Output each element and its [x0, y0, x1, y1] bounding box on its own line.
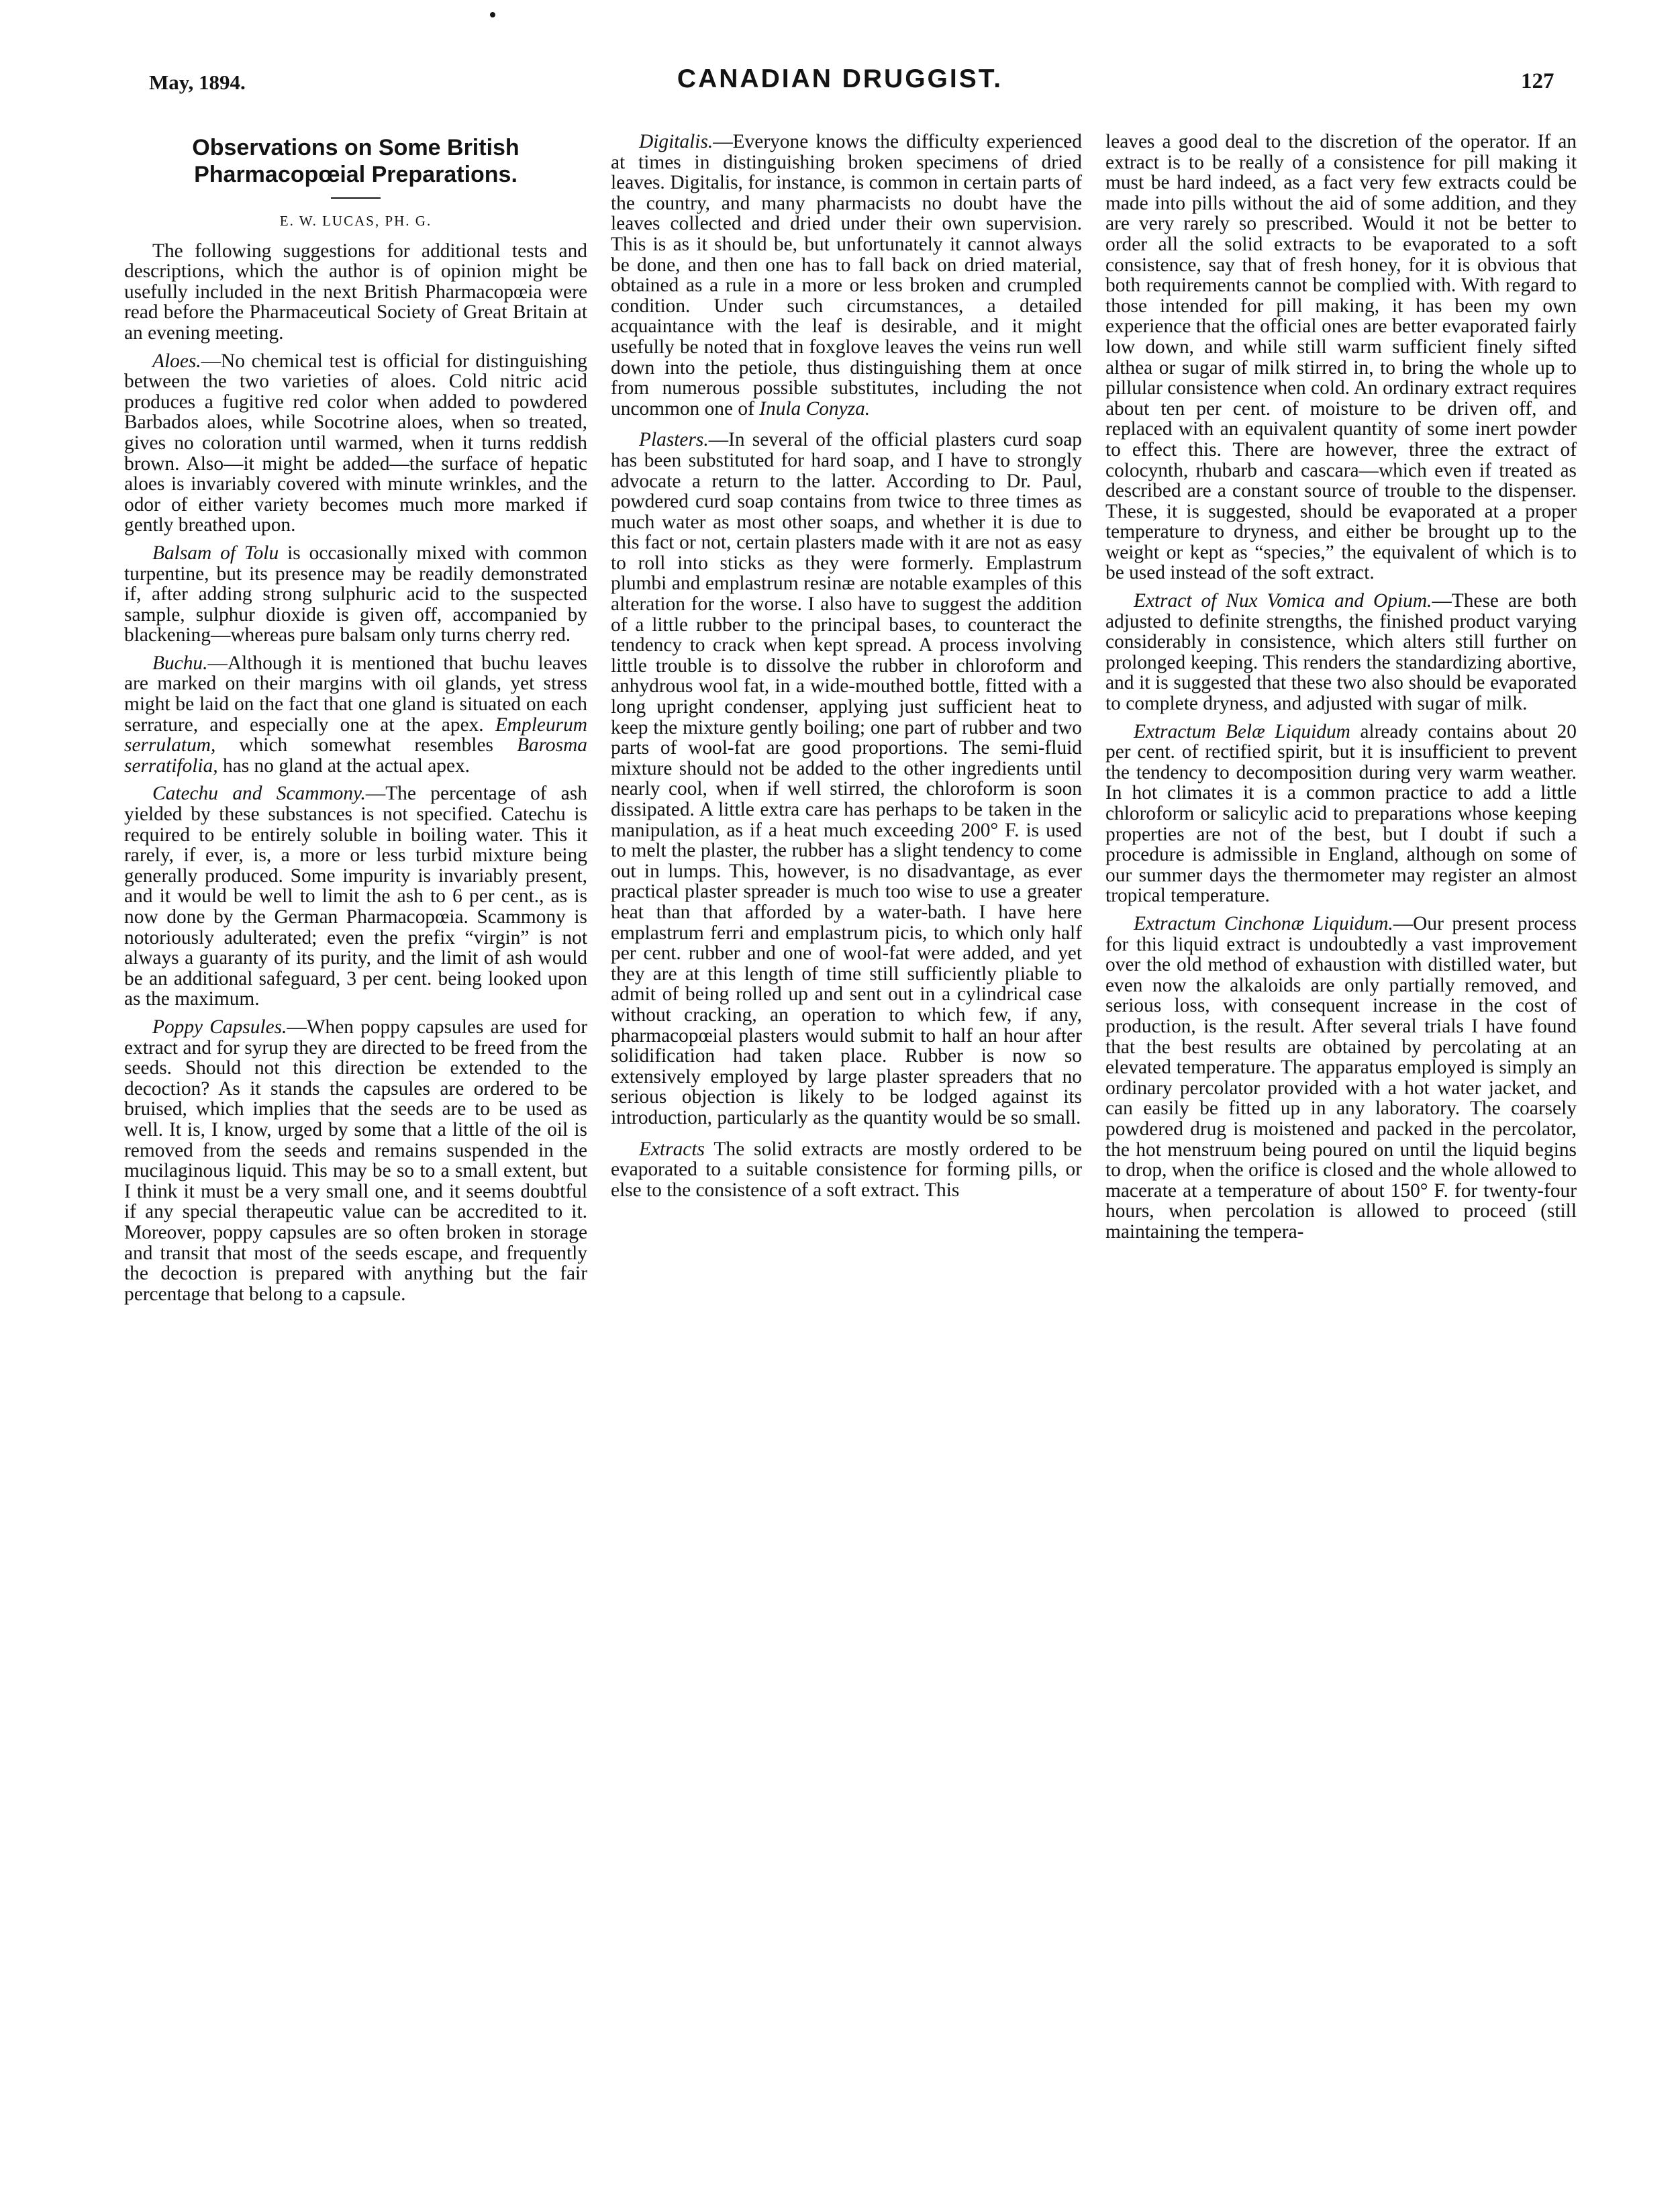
plasters-text: —In several of the official plasters curd soap has been substituted for hard soap, and I have to strongly advocate a return to the latter. According to Dr. Paul, powdered curd soap contains from twice to three times as much water as most other soaps, and whether it is due to this fact or not, certain plasters made with it are not as easy to roll into sticks as they were formerly. Emplastrum plumbi and emplastrum resinæ are notable examples of this alteration for the worse. I also have to suggest the addition of a little rubber to the principal bases, to counteract the tendency to crack when kept spread. A process involving little trouble is to dissolve the rubber in chloroform and anhydrous wool fat, in a wide-mouthed bottle, fitted with a long upright condenser, applying just sufficient heat to keep the mixture gently boiling; one part of rubber and two parts of wool-fat are good proportions. The semi-fluid mixture should not be added to the other ingredients until nearly cool, when if well stirred, the chloroform is soon dissipated. A little extra care has perhaps to be taken in the manipulation, as if a heat much exceeding 200° F. is used to melt the plaster, the rubber has a slight tendency to come out in lumps. This, however, is no disadvantage, as ever practical plaster spreader is much too wise to use a greater heat than that afforded by a water-bath. I have here emplastrum ferri and emplastrum picis, to which only half per cent. rubber and one of wool-fat were added, and yet they are at this length of time still sufficiently pliable to admit of being rolled up and sent out in a cylindrical case without cracking, an operation to which few, if any, pharmacopœial plasters would submit to half an hour after solidification had taken place. Rubber is now so extensively employed by large plaster spreaders that no serious objection is likely to be lodged against its introduction, particularly as the quantity would be so small. [611, 429, 1082, 1128]
running-head [0, 0, 1680, 134]
buchu-paragraph [124, 653, 587, 777]
tolu-paragraph [124, 543, 587, 646]
aloes-paragraph [124, 351, 587, 536]
inula-name: Inula Conyza. [759, 397, 871, 420]
cinchona-paragraph [1105, 914, 1577, 1243]
byline: E. W. LUCAS, PH. G. [279, 213, 432, 229]
tolu-text: is occasionally mixed with common turpentine, but its presence may be readily demonstrated if, after adding strong sulphuric acid to the suspected sample, sulphur dioxide is given off, accompanied by blackening—whereas pure balsam only turns cherry red. [124, 542, 587, 646]
extracts-paragraph [611, 1139, 1082, 1201]
buchu-text-1: —Although it is mentioned that buchu leaves are marked on their margins with oil glands, yet stress might be laid on the fact that one gland is situated on each serrature, and especially one at the apex. [124, 652, 587, 736]
column-1 [124, 132, 587, 2179]
digitalis-text: —Everyone knows the difficulty experienced at times in distinguishing broken specimens of dried leaves. Digitalis, for instance, is common in certain parts of the country, and many pharmacists no doubt have the leaves collected and dried under their own supervision. This is as it should be, but unfortunately it cannot always be done, and then one has to fall back on dried material, obtained as a rule in a more or less broken and crumpled condition. Under such circumstances, a detailed acquaintance with the leaf is desirable, and it might usefully be noted that in foxglove leaves the veins run well down into the petiole, thus distinguishing them at once from numerous possible substitutes, including the not uncommon one of [611, 132, 1082, 420]
column-3 [1105, 132, 1577, 2179]
extracts-continued-paragraph [1105, 132, 1577, 583]
cinchona-text: —Our present process for this liquid extract is undoubtedly a vast improvement over the old method of exhaustion with distilled water, but even now the alkaloids are only partially removed, and serious loss, with consequent increase in the cost of production, is the result. After several trials I have found that the best results are obtained by percolating at an elevated temperature. The apparatus employed is simply an ordinary percolator provided with a hot water jacket, and can easily be fitted up in any laboratory. The coarsely powdered drug is moistened and packed in the percolator, the hot menstruum being poured on until the liquid begins to drop, when the orifice is closed and the whole allowed to macerate at a temperature of about 150° F. for twenty-four hours, when percolation is allowed to proceed (still maintaining the tempera- [1105, 912, 1577, 1243]
buchu-text-3: has no gland at the actual apex. [217, 755, 471, 777]
catechu-heading: Catechu and Scammony. [152, 783, 366, 805]
article-title [124, 134, 587, 188]
digitalis-paragraph [611, 132, 1082, 419]
plasters-heading: Plasters. [639, 429, 709, 451]
column-2 [611, 132, 1082, 2179]
extracts-text-2: leaves a good deal to the discretion of the operator. If an extract is to be really of a consistence for pill making it must be hard indeed, as a fact very few extracts could be made into pills without the aid of some addition, and they are very rarely so prescribed. Would it not be better to order all the solid extracts to be evaporated to a soft consistence, say that of fresh honey, for it is obvious that both requirements cannot be complied with. With regard to those intended for pill making, it has been my own experience that the official ones are better evaporated fairly low down, and while still warm sufficient finely sifted althea or sugar of milk stirred in, to bring the whole up to pillular consistence when cold. An ordinary extract requires about ten per cent. of moisture to be driven off, and replaced with an equivalent quantity of some inert powder to effect this. There are however, three the extract of colocynth, rhubarb and cascara—which even if treated as described are a constant source of trouble to the dispenser. These, it is suggested, should be evaporated at a proper temperature to dryness, and either be brought up to the weight or kept as “species,” the equivalent of which is to be used instead of the soft extract. [1105, 132, 1577, 584]
belae-paragraph [1105, 722, 1577, 906]
plasters-paragraph [611, 430, 1082, 1128]
extracts-heading: Extracts [639, 1138, 705, 1160]
catechu-text: —The percentage of ash yielded by these substances is not specified. Catechu is required to be entirely soluble in boiling water. This it rarely, if ever, is, a more or less turbid mixture being generally produced. Some impurity is invariably present, and it would be well to limit the ash to 6 per cent., as is now done by the German Pharmacopœia. Scammony is notoriously adulterated; even the prefix “virgin” is not always a guaranty of its purity, and the limit of ash would be an additional safeguard, 3 per cent. being looked upon as the maximum. [124, 783, 587, 1010]
buchu-text-2: which somewhat resembles [215, 734, 517, 757]
nux-vomica-paragraph [1105, 591, 1577, 714]
barosma-name: Barosma serratifolia, [124, 734, 587, 777]
issue-date: May, 1894. [149, 70, 246, 94]
poppy-heading: Poppy Capsules. [152, 1016, 287, 1038]
article-title-line-2: Pharmacopœial Preparations. [194, 162, 517, 187]
nux-vomica-heading: Extract of Nux Vomica and Opium. [1134, 590, 1432, 612]
journal-title: CANADIAN DRUGGIST. [677, 64, 1003, 93]
intro-text: The following suggestions for additional tests and descriptions, which the author is of opinion might be usefully included in the next British Pharmacopœia were read before the Pharmaceutical Society of Great Britain at an evening meeting. [124, 240, 587, 344]
poppy-paragraph [124, 1017, 587, 1304]
digitalis-heading: Digitalis. [639, 132, 713, 152]
nux-vomica-text: —These are both adjusted to definite strengths, the finished product varying considerably in consistence, which alters still further on prolonged keeping. This renders the standardizing abortive, and it is suggested that these two also should be evaporated to complete dryness, and adjusted with sugar of milk. [1105, 590, 1577, 715]
extracts-text-1: The solid extracts are mostly ordered to be evaporated to a suitable consistence for forming pills, or else to the consistence of a soft extract. This [611, 1138, 1082, 1201]
poppy-text: —When poppy capsules are used for extract and for syrup they are directed to be freed from the seeds. Should not this direction be extended to the decoction? As it stands the capsules are ordered to be bruised, which implies that the seeds are to be used as well. It is, I know, urged by some that a little of the oil is removed from the seeds and remains suspended in the mucilaginous liquid. This may be so to a small extent, but I think it must be a very small one, and it seems doubtful if any special therapeutic value can be accredited to it. Moreover, poppy capsules are so often broken in storage and transit that most of the seeds escape, and frequently the decoction is prepared with anything but the fair percentage that belong to a capsule. [124, 1016, 587, 1305]
buchu-heading: Buchu. [152, 652, 208, 674]
aloes-text: —No chemical test is official for distinguishing between the two varieties of aloes. Cold nitric acid produces a fugitive red color when added to powdered Barbados aloes, while Socotrine aloes, when so treated, gives no coloration until warmed, when it turns reddish brown. Also—it might be added—the surface of hepatic aloes is invariably covered with minute wrinkles, and the odor of either variety becomes much more marked if gently breathed upon. [124, 350, 587, 536]
belae-text: already contains about 20 per cent. of rectified spirit, but it is insufficient to prevent the tendency to decomposition during very warm weather. In hot climates it is a common practice to add a little chloroform or salicylic acid to preparations whose keeping properties are not of the best, but I doubt if such a procedure is admissible in England, although on some of our summer days the thermometer may register an almost tropical temperature. [1105, 720, 1577, 907]
title-rule [331, 197, 381, 199]
empleurum-name: Empleurum serrulatum, [124, 714, 587, 757]
tolu-heading: Balsam of Tolu [152, 542, 279, 564]
intro-paragraph [124, 241, 587, 344]
belae-heading: Extractum Belæ Liquidum [1134, 720, 1350, 742]
aloes-heading: Aloes. [152, 350, 201, 372]
page-number: 127 [1521, 69, 1554, 93]
article-title-line-1: Observations on Some British [192, 135, 520, 160]
cinchona-heading: Extractum Cinchonæ Liquidum. [1134, 912, 1393, 934]
catechu-paragraph [124, 783, 587, 1010]
